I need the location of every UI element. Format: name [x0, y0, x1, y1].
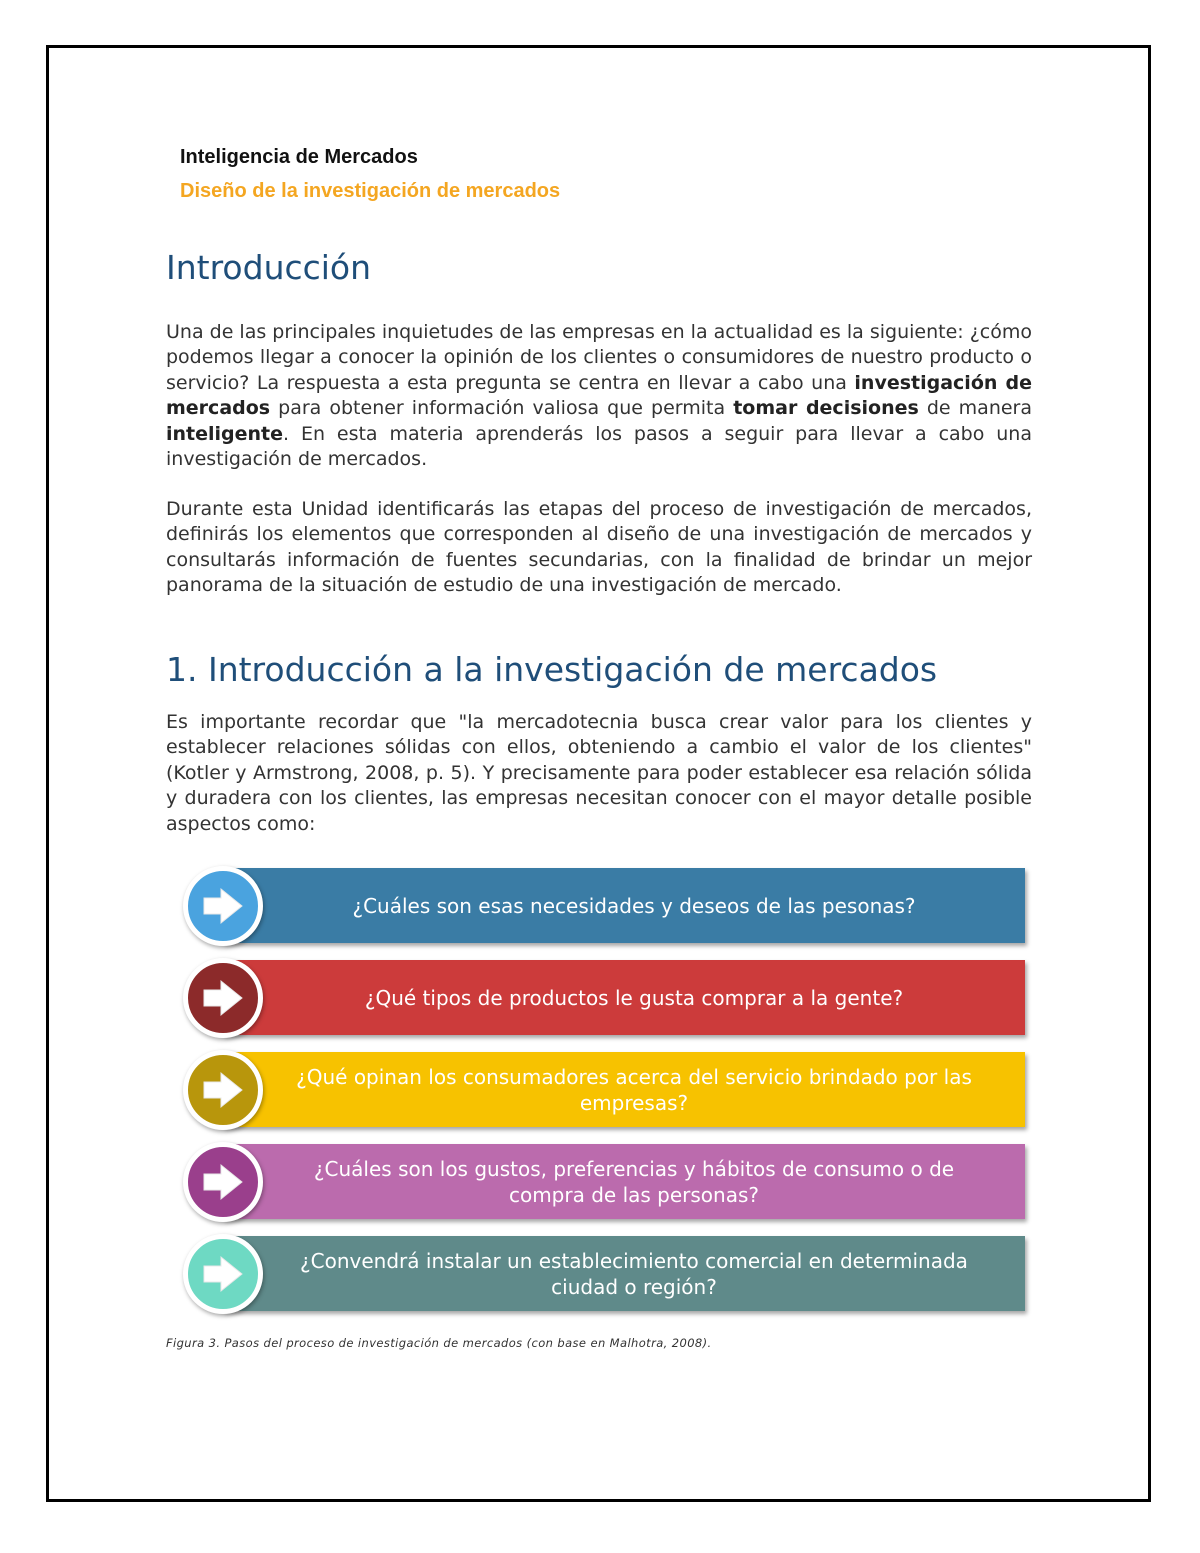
figure-step — [183, 1234, 1025, 1314]
figure-step-bar — [223, 1052, 1025, 1127]
course-subtitle: Diseño de la investigación de mercados — [180, 180, 561, 202]
intro-paragraph-1 — [166, 320, 1032, 472]
market-research-steps-figure — [183, 866, 1025, 1326]
figure-step — [183, 866, 1025, 946]
figure-step-bar — [223, 960, 1025, 1035]
figure-step-circle — [183, 866, 263, 946]
figure-step-text: ¿Qué opinan los consumadores acerca del servicio brindado por las empresas? — [296, 1064, 972, 1115]
intro-p1-bold-2: tomar decisiones — [733, 397, 919, 420]
intro-p1-text-2: para obtener información valiosa que permita — [270, 397, 734, 420]
figure-step-text: ¿Qué tipos de productos le gusta comprar a la gente? — [364, 985, 904, 1010]
figure-step-bar — [223, 868, 1025, 943]
figure-caption: Figura 3. Pasos del proceso de investigación de mercados (con base en Malhotra, 2008). — [166, 1336, 712, 1350]
figure-step-bar — [223, 1236, 1025, 1311]
section-1-heading: 1. Introducción a la investigación de mercados — [166, 650, 938, 689]
figure-step — [183, 1050, 1025, 1130]
figure-step — [183, 1142, 1025, 1222]
figure-step-circle — [183, 1234, 263, 1314]
intro-p1-text-1: Una de las principales inquietudes de las empresas en la actualidad es la siguiente: ¿cómo podemos llegar a conocer la opinión de los clientes o consumidores de nuestro producto o servicio? La respuesta a esta pregunta se centra en llevar a cabo una — [166, 321, 1032, 394]
intro-p1-bold-1: investigación de mercados — [166, 371, 1032, 420]
intro-p1-bold-3: inteligente — [166, 422, 284, 445]
arrow-right-icon — [201, 1162, 245, 1202]
figure-step-bar — [223, 1144, 1025, 1219]
introduction-heading: Introducción — [166, 248, 372, 287]
section-1-paragraph: Es importante recordar que "la mercadotecnia busca crear valor para los clientes y establecer relaciones sólidas con ellos, obteniendo a cambio el valor de los clientes" (Kotler y Armstrong, 2008, p. 5). Y precisamente para poder establecer esa relación sólida y duradera con los clientes, las empresas necesitan conocer con el mayor detalle posible aspectos como: — [166, 711, 1032, 835]
figure-step-text: ¿Cuáles son los gustos, preferencias y hábitos de consumo o de compra de las personas? — [313, 1156, 955, 1207]
figure-step-text: ¿Cuáles son esas necesidades y deseos de las pesonas? — [352, 893, 916, 918]
arrow-right-icon — [201, 886, 245, 926]
arrow-right-icon — [201, 978, 245, 1018]
course-title: Inteligencia de Mercados — [180, 146, 418, 168]
figure-step-text: ¿Convendrá instalar un establecimiento comercial en determinada ciudad o región? — [300, 1248, 968, 1299]
figure-step — [183, 958, 1025, 1038]
arrow-right-icon — [201, 1070, 245, 1110]
intro-paragraph-2: Durante esta Unidad identificarás las etapas del proceso de investigación de mercados, definirás los elementos que corresponden al diseño de una investigación de mercados y consultarás información de fuentes secundarias, con la finalidad de brindar un mejor panorama de la situación de estudio de una investigación de mercado. — [166, 498, 1032, 597]
figure-step-circle — [183, 1142, 263, 1222]
arrow-right-icon — [201, 1254, 245, 1294]
intro-p1-text-4: . En esta materia aprenderás los pasos a seguir para llevar a cabo una investigación de mercados. — [166, 422, 1032, 471]
intro-p1-text-3: de manera — [918, 397, 1033, 420]
figure-step-circle — [183, 958, 263, 1038]
figure-step-circle — [183, 1050, 263, 1130]
